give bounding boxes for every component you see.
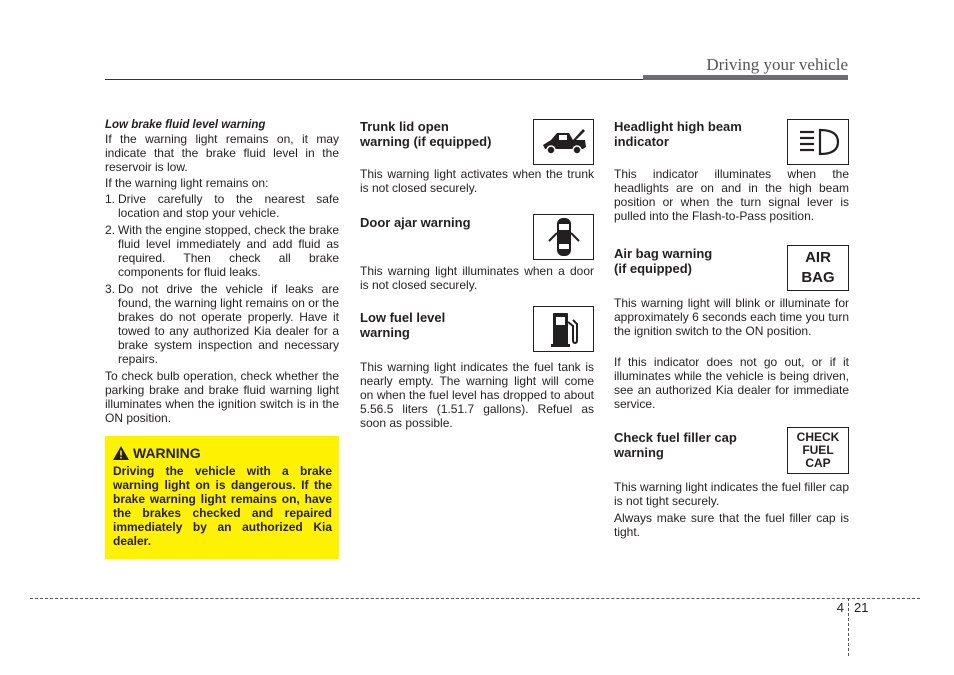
step-number: 3. <box>105 282 116 296</box>
fuel-cap-icon-box <box>787 427 849 474</box>
step-text: With the engine stopped, check the brake fluid level immediately and add fluid as required. Then check all brake components for fluid leaks. <box>118 223 339 279</box>
heading-line: indicator <box>614 134 669 149</box>
warning-title: WARNING <box>133 445 201 461</box>
list-item <box>105 223 339 279</box>
airbag-text-2: If this indicator does not go out, or if it illuminates while the vehicle is being driven, see an authorized Kia dealer for immediate service. <box>614 355 849 411</box>
airbag-icon <box>801 248 834 288</box>
high-beam-icon-box <box>787 119 849 165</box>
fuel-cap-text-1: This warning light indicates the fuel filler cap is not tight securely. <box>614 480 849 508</box>
icon-text-line: FUEL <box>802 443 834 457</box>
high-beam-icon <box>794 125 842 159</box>
icon-text-line: AIR <box>805 249 831 266</box>
step-number: 2. <box>105 223 116 237</box>
fuel-cap-text-2: Always make sure that the fuel filler cap is tight. <box>614 511 849 539</box>
step-text: Do not drive the vehicle if leaks are found, the warning light remains on or the brakes do not operate properly. Have it towed to any authorized Kia dealer for a brake system inspection and necessary repairs. <box>118 282 339 366</box>
icon-text-line: CHECK <box>796 430 840 444</box>
heading-line: Low fuel level <box>360 310 446 325</box>
warning-text: Driving the vehicle with a brake warning light on is dangerous. If the brake warning light remains on, have the brakes checked and repaired immediately by an authorized Kia dealer. <box>113 464 332 548</box>
heading-line: Air bag warning <box>614 246 713 261</box>
fuel-warning-text: This warning light indicates the fuel tank is nearly empty. The warning light will come on when the fuel level has dropped to about 5.56.5 liters (1.51.7 gallons). Refuel as soon as possible. <box>360 360 594 430</box>
heading-line: Headlight high beam <box>614 119 742 134</box>
warning-triangle-icon <box>113 446 129 460</box>
high-beam-heading <box>614 119 742 149</box>
airbag-heading <box>614 246 712 276</box>
airbag-icon-box <box>787 245 849 291</box>
footer-divider <box>848 598 849 656</box>
warning-box <box>105 436 339 559</box>
trunk-warning-text: This warning light activates when the trunk is not closed securely. <box>360 167 594 195</box>
brake-fluid-steps <box>105 192 339 366</box>
page-number: 21 <box>854 600 869 615</box>
fuel-cap-heading <box>614 430 737 460</box>
heading-line: Check fuel filler cap <box>614 430 737 445</box>
brake-fluid-paragraph-1: If the warning light remains on, it may indicate that the brake fluid level in the reservoir is low. <box>105 132 339 174</box>
heading-line: warning <box>614 445 664 460</box>
brake-fluid-subheading: Low brake fluid level warning <box>105 119 266 131</box>
warning-heading <box>113 445 201 461</box>
fuel-cap-icon <box>797 431 840 470</box>
door-icon-box <box>533 214 594 260</box>
brake-fluid-paragraph-3: To check bulb operation, check whether the parking brake and brake fluid warning light illuminates when the ignition switch is in the ON position. <box>105 369 339 425</box>
heading-line: warning <box>360 325 410 340</box>
heading-line: warning (if equipped) <box>360 134 492 149</box>
step-text: Drive carefully to the nearest safe location and stop your vehicle. <box>118 192 339 220</box>
trunk-open-icon <box>539 125 589 159</box>
heading-line: Trunk lid open <box>360 119 449 134</box>
column-brake-fluid <box>105 118 339 425</box>
fuel-icon-box <box>533 306 594 352</box>
icon-text-line: CAP <box>805 456 831 470</box>
high-beam-text: This indicator illuminates when the headlights are on and in the high beam position or when the turn signal lever is pulled into the Flash-to-Pass position. <box>614 167 849 223</box>
fuel-warning-heading <box>360 310 445 340</box>
icon-text-line: BAG <box>801 269 835 286</box>
airbag-text-1: This warning light will blink or illuminate for approximately 6 seconds each time you turn the ignition switch to the ON position. <box>614 296 849 338</box>
section-number: 4 <box>836 600 844 615</box>
footer-rule <box>30 598 920 599</box>
heading-line: (if equipped) <box>614 261 692 276</box>
trunk-warning-heading <box>360 119 491 149</box>
brake-fluid-paragraph-2: If the warning light remains on: <box>105 176 269 190</box>
door-ajar-icon <box>547 216 581 258</box>
fuel-pump-icon <box>549 310 579 348</box>
list-item <box>105 282 339 366</box>
page-header-title: Driving your vehicle <box>706 55 848 74</box>
step-number: 1. <box>105 192 116 206</box>
door-warning-heading: Door ajar warning <box>360 215 471 230</box>
door-warning-text: This warning light illuminates when a door is not closed securely. <box>360 264 594 292</box>
list-item <box>105 192 339 220</box>
trunk-icon-box <box>533 119 594 165</box>
header-accent-bar <box>643 75 848 80</box>
